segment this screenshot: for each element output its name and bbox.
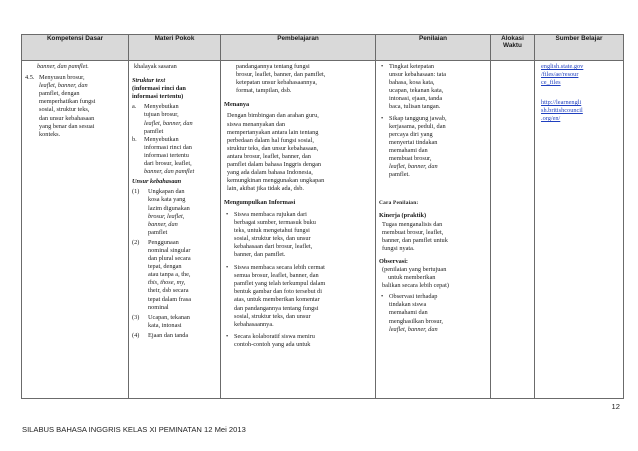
kd-item: [25, 74, 125, 139]
kd-line: banner, dan pamflet.: [37, 63, 89, 70]
pb-heading-menanya: Menanya: [224, 101, 250, 109]
kd-line: sosial, struktur teks,: [39, 106, 90, 114]
mp-heading-unsur: Unsur kebahasaan: [132, 178, 182, 186]
pb-heading-mengumpulkan: Mengumpulkan Informasi: [224, 199, 296, 207]
pn-bullet: • Tingkat ketepatan unsur kebahasaan: tata bahasa, kosa kata, ucapan, tekanan kata, intonasi, ejaan, tanda baca, tulisan tangan.: [381, 63, 446, 111]
mp-heading-line: informasi tertentu): [132, 93, 184, 101]
kd-line: leaflet, banner, dan: [39, 82, 88, 90]
mp-item-b: b. Menyebutkan informasi rinci dan informasi tertentu dari brosur, leaflet, banner, dan pamflet: [132, 135, 195, 176]
cell-pembelajaran: [221, 61, 376, 399]
pb-menanya-text: Dengan bimbingan dan arahan guru, siswa menanyakan dan mempertanyakan antara lain tentang perbedaan dalam hal fungsi sosial, struktur teks, dan unsur kebahasaan, antara brosur, leaflet, banner, dan pamflet dalam bahasa Inggris dengan yang ada dalam bahasa Indonesia, kemungkinan menggunakan ungkapan lain, akibat jika tidak ada, dsb.: [227, 112, 325, 193]
pn-observasi: Observasi:: [379, 257, 409, 265]
kd-line: pamflet, dengan: [39, 90, 80, 98]
mp-item-4: (4) Ejaan dan tanda: [132, 331, 189, 339]
header-kompetensi-dasar: Kompetensi Dasar: [22, 35, 129, 61]
table-row: [22, 61, 624, 399]
kd-line: memperhatikan fungsi: [39, 98, 96, 106]
pb-bullet: • Siswa membaca secara lebih cermat semua brosur, leaflet, banner, dan pamflet yang telah terkumpul dalam bentuk gambar dan foto tersebut di atas, untuk memberikan komentar dan pandangannya tentang fungsi sosial, struktur teks, dan unsur kebahasaannya.: [226, 264, 326, 328]
header-pembelajaran: Pembelajaran: [221, 35, 376, 61]
header-alokasi-waktu: Alokasi Waktu: [491, 35, 535, 61]
cell-sumber-belajar: [535, 61, 624, 399]
source-link-1[interactable]: english.state.gov /files/ae/resour ce_files: [541, 63, 584, 87]
cell-alokasi-waktu: [491, 61, 535, 399]
pn-kinerja: Kinerja (praktik): [379, 212, 427, 220]
mp-item-1: (1) Ungkapan dan kosa kata yang lazim digunakan brosur, leaflet, banner, dan pamflet: [132, 188, 190, 236]
mp-heading-struktur: Struktur text: [132, 77, 166, 85]
footer-text: SILABUS BAHASA INGGRIS KELAS XI PEMINATAN 12 Mei 2013: [22, 425, 246, 434]
source-link-2[interactable]: http://learnengli sh.britishcouncil .org/en/: [541, 99, 583, 123]
kd-number: 4.5.: [25, 74, 35, 82]
mp-item-a: a. Menyebutkan tujuan brosur, leaflet, banner, dan pamflet: [132, 103, 193, 135]
mp-line: khalayak sasaran: [134, 63, 177, 70]
mp-item-2: (2) Penggunaan nominal singular dan plural secara tepat, dengan atau tanpa a, the, this, those, my, their, dsb secara tepat dalam frasa nominal: [132, 238, 192, 311]
header-sumber-belajar: Sumber Belajar: [535, 35, 624, 61]
header-penilaian: Penilaian: [376, 35, 491, 61]
mp-heading-line: (informasi rinci dan: [132, 85, 186, 93]
pn-kinerja-text: Tugas menganalisis dan membuat brosur, leaflet, banner, dan pamflet untuk fungsi nyata.: [382, 220, 448, 252]
kd-line: dan unsur kebahasaan: [39, 114, 95, 122]
page-number: 12: [611, 402, 620, 411]
cell-penilaian: [376, 61, 491, 399]
cell-materi-pokok: [129, 61, 221, 399]
kd-line: yang benar dan sesuai: [39, 122, 95, 130]
pb-continued: pandangannya tentang fungsi brosur, leaflet, banner, dan pamflet, ketepatan unsur kebahasaannya, format, tampilan, dsb.: [236, 63, 326, 95]
pb-bullet: • Siswa membaca rujukan dari berbagai sumber, termasuk buku teks, untuk mengetahui fungsi sosial, struktur teks, dan unsur kebahasaan dari brosur, leaflet, banner, dan pamflet.: [226, 210, 316, 258]
pn-bullet: • Sikap tanggung jawab, kerjasama, peduli, dan percaya diri yang menyertai tindakan memahami dan membuat brosur, leaflet, banner, dan pamflet.: [381, 114, 447, 179]
pn-bullet: • Observasi terhadap tindakan siswa memahami dan menghasilkan brosur, leaflet, banner, dan: [381, 293, 443, 333]
header-materi-pokok: Materi Pokok: [129, 35, 221, 61]
pb-bullet: • Secara kolaboratif siswa meniru contoh-contoh yang ada untuk: [226, 332, 315, 348]
cell-kompetensi-dasar: [22, 61, 129, 399]
pn-cara-penilaian: Cara Penilaian:: [379, 200, 419, 207]
pn-observasi-text: (penilaian yang bertujuan untuk memberikan balikan secara lebih cepat): [382, 265, 449, 290]
mp-item-3: (3) Ucapan, tekanan kata, intonasi: [132, 313, 190, 329]
kd-line: konteks.: [39, 130, 61, 138]
header-row: [22, 35, 624, 61]
syllabus-table: [21, 34, 624, 399]
kd-line: Menyusun brosur,: [39, 74, 85, 82]
